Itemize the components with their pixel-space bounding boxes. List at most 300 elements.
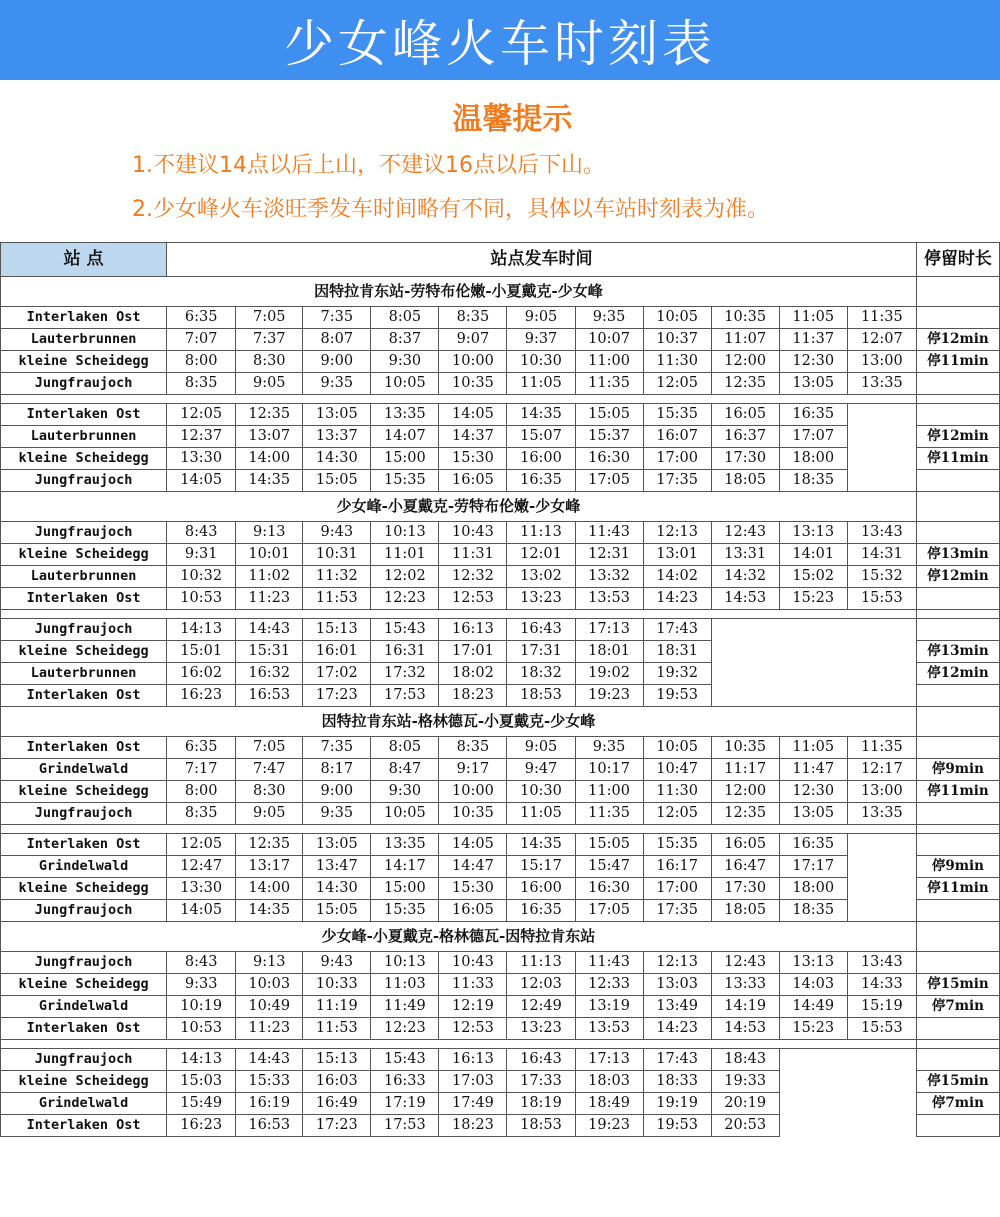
departure-time: 17:30	[711, 448, 779, 470]
table-row	[1, 974, 1000, 996]
departure-time: 11:03	[371, 974, 439, 996]
departure-time: 9:17	[439, 759, 507, 781]
departure-time: 8:30	[236, 781, 303, 803]
departure-time: 12:05	[167, 404, 236, 426]
tips-title: 温馨提示	[452, 102, 573, 137]
spacer-cell	[1, 825, 917, 834]
route-title: 少女峰-小夏戴克-劳特布伦嫩-少女峰	[1, 492, 917, 522]
departure-time: 11:53	[303, 588, 371, 610]
departure-time: 8:17	[303, 759, 371, 781]
departure-time: 14:05	[439, 834, 507, 856]
departure-time: 17:43	[643, 619, 711, 641]
header-dwell: 停留时长	[916, 243, 999, 277]
dwell-cell	[916, 707, 999, 737]
departure-time: 10:43	[439, 952, 507, 974]
departure-time: 15:19	[847, 996, 916, 1018]
station-name: kleine Scheidegg	[1, 974, 167, 996]
departure-time: 10:35	[439, 803, 507, 825]
departure-time: 8:00	[167, 781, 236, 803]
departure-time: 17:03	[439, 1071, 507, 1093]
departure-time: 15:43	[371, 1049, 439, 1071]
departure-time: 10:53	[167, 1018, 236, 1040]
departure-time: 7:05	[236, 307, 303, 329]
departure-time: 14:33	[847, 974, 916, 996]
dwell-time	[916, 1115, 999, 1137]
station-name: Grindelwald	[1, 759, 167, 781]
departure-time: 12:30	[779, 781, 847, 803]
departure-time: 13:35	[371, 834, 439, 856]
departure-time: 12:35	[711, 373, 779, 395]
departure-time: 15:17	[507, 856, 575, 878]
departure-time: 20:19	[711, 1093, 779, 1115]
departure-time: 10:31	[303, 544, 371, 566]
departure-time: 8:43	[167, 952, 236, 974]
dwell-cell	[916, 1040, 999, 1049]
departure-time: 13:33	[711, 974, 779, 996]
departure-time: 7:35	[303, 737, 371, 759]
departure-time: 18:05	[711, 900, 779, 922]
station-name: Jungfraujoch	[1, 952, 167, 974]
departure-time: 9:05	[507, 307, 575, 329]
departure-time: 17:49	[439, 1093, 507, 1115]
departure-time: 15:05	[303, 470, 371, 492]
departure-time: 14:00	[236, 448, 303, 470]
dwell-time: 停12min	[916, 329, 999, 351]
departure-time: 9:35	[575, 737, 643, 759]
departure-time: 15:05	[575, 404, 643, 426]
dwell-time: 停9min	[916, 759, 999, 781]
header-times: 站点发车时间	[167, 243, 917, 277]
departure-time: 13:35	[847, 373, 916, 395]
departure-time: 11:23	[236, 588, 303, 610]
table-row	[1, 1049, 1000, 1071]
dwell-time	[916, 900, 999, 922]
station-name: kleine Scheidegg	[1, 544, 167, 566]
departure-time: 9:30	[371, 781, 439, 803]
departure-time: 13:43	[847, 952, 916, 974]
departure-time: 16:35	[779, 834, 847, 856]
departure-time: 7:07	[167, 329, 236, 351]
departure-time: 18:23	[439, 1115, 507, 1137]
departure-time: 13:05	[303, 404, 371, 426]
departure-time: 11:30	[643, 351, 711, 373]
departure-time: 16:35	[507, 900, 575, 922]
departure-time: 6:35	[167, 737, 236, 759]
departure-time: 16:30	[575, 448, 643, 470]
departure-time: 15:35	[371, 900, 439, 922]
departure-time: 11:05	[507, 803, 575, 825]
departure-time: 11:07	[711, 329, 779, 351]
table-row	[1, 307, 1000, 329]
departure-time: 10:05	[643, 737, 711, 759]
dwell-cell	[916, 395, 999, 404]
departure-time: 16:02	[167, 663, 236, 685]
departure-time: 13:32	[575, 566, 643, 588]
departure-time: 9:43	[303, 522, 371, 544]
departure-time: 11:43	[575, 952, 643, 974]
departure-time: 8:37	[371, 329, 439, 351]
departure-time: 15:35	[371, 470, 439, 492]
station-name: kleine Scheidegg	[1, 781, 167, 803]
departure-time: 14:43	[236, 1049, 303, 1071]
route-title: 因特拉肯东站-格林德瓦-小夏戴克-少女峰	[1, 707, 917, 737]
departure-time: 10:05	[643, 307, 711, 329]
departure-time: 16:53	[236, 1115, 303, 1137]
departure-time: 15:53	[847, 588, 916, 610]
departure-time: 12:47	[167, 856, 236, 878]
departure-time: 15:31	[236, 641, 303, 663]
departure-time: 19:32	[643, 663, 711, 685]
dwell-time: 停12min	[916, 426, 999, 448]
departure-time: 8:07	[303, 329, 371, 351]
dwell-time	[916, 1018, 999, 1040]
departure-time: 10:35	[439, 373, 507, 395]
departure-time: 15:47	[575, 856, 643, 878]
page-banner	[0, 0, 1000, 80]
route-title-row	[1, 277, 1000, 307]
table-row	[1, 781, 1000, 803]
departure-time: 14:32	[711, 566, 779, 588]
departure-time: 9:35	[303, 373, 371, 395]
departure-time: 16:43	[507, 1049, 575, 1071]
spacer-row	[1, 395, 1000, 404]
departure-time: 14:13	[167, 1049, 236, 1071]
departure-time: 15:23	[779, 588, 847, 610]
departure-time: 8:05	[371, 737, 439, 759]
departure-time: 11:47	[779, 759, 847, 781]
departure-time: 18:35	[779, 470, 847, 492]
departure-time: 12:32	[439, 566, 507, 588]
station-name: Jungfraujoch	[1, 373, 167, 395]
departure-time: 11:05	[779, 307, 847, 329]
departure-time: 8:35	[167, 803, 236, 825]
departure-time: 12:03	[507, 974, 575, 996]
dwell-cell	[916, 922, 999, 952]
departure-time: 11:00	[575, 351, 643, 373]
departure-time: 14:00	[236, 878, 303, 900]
departure-time: 9:13	[236, 522, 303, 544]
table-row	[1, 566, 1000, 588]
departure-time: 14:17	[371, 856, 439, 878]
departure-time: 17:13	[575, 619, 643, 641]
departure-time: 17:31	[507, 641, 575, 663]
table-row	[1, 544, 1000, 566]
departure-time: 11:13	[507, 952, 575, 974]
departure-time: 12:01	[507, 544, 575, 566]
departure-time: 15:30	[439, 878, 507, 900]
departure-time: 14:05	[167, 900, 236, 922]
departure-time: 16:05	[711, 834, 779, 856]
departure-time: 18:02	[439, 663, 507, 685]
spacer-cell	[1, 610, 917, 619]
departure-time: 15:35	[643, 404, 711, 426]
dwell-time	[916, 803, 999, 825]
dwell-cell	[916, 277, 999, 307]
departure-time: 11:01	[371, 544, 439, 566]
departure-time: 11:32	[303, 566, 371, 588]
station-name: kleine Scheidegg	[1, 1071, 167, 1093]
departure-time: 12:43	[711, 522, 779, 544]
dwell-time	[916, 685, 999, 707]
departure-time: 17:17	[779, 856, 847, 878]
departure-time: 13:31	[711, 544, 779, 566]
departure-time: 17:02	[303, 663, 371, 685]
departure-time: 14:53	[711, 1018, 779, 1040]
station-name: Lauterbrunnen	[1, 663, 167, 685]
departure-time: 18:53	[507, 1115, 575, 1137]
station-name: Interlaken Ost	[1, 737, 167, 759]
departure-time: 7:05	[236, 737, 303, 759]
station-name: kleine Scheidegg	[1, 448, 167, 470]
departure-time: 16:03	[303, 1071, 371, 1093]
departure-time: 16:35	[779, 404, 847, 426]
departure-time: 14:23	[643, 1018, 711, 1040]
departure-time: 17:05	[575, 900, 643, 922]
departure-time: 18:33	[643, 1071, 711, 1093]
departure-time: 16:31	[371, 641, 439, 663]
departure-time: 9:31	[167, 544, 236, 566]
departure-time: 8:35	[439, 737, 507, 759]
departure-time: 16:17	[643, 856, 711, 878]
route-title: 少女峰-小夏戴克-格林德瓦-因特拉肯东站	[1, 922, 917, 952]
departure-time: 15:03	[167, 1071, 236, 1093]
departure-time: 9:05	[236, 373, 303, 395]
departure-time: 13:05	[779, 373, 847, 395]
header-station: 站 点	[1, 243, 167, 277]
route-title: 因特拉肯东站-劳特布伦嫩-小夏戴克-少女峰	[1, 277, 917, 307]
departure-time: 8:35	[167, 373, 236, 395]
departure-time: 13:01	[643, 544, 711, 566]
empty-cell	[779, 1049, 916, 1137]
departure-time: 13:30	[167, 878, 236, 900]
departure-time: 13:00	[847, 781, 916, 803]
departure-time: 11:02	[236, 566, 303, 588]
departure-time: 12:00	[711, 781, 779, 803]
departure-time: 16:30	[575, 878, 643, 900]
departure-time: 12:05	[643, 373, 711, 395]
empty-cell	[847, 834, 916, 922]
departure-time: 14:03	[779, 974, 847, 996]
departure-time: 15:00	[371, 448, 439, 470]
departure-time: 17:00	[643, 878, 711, 900]
dwell-time	[916, 619, 999, 641]
departure-time: 9:07	[439, 329, 507, 351]
departure-time: 15:05	[575, 834, 643, 856]
departure-time: 9:35	[575, 307, 643, 329]
station-name: Lauterbrunnen	[1, 426, 167, 448]
departure-time: 15:01	[167, 641, 236, 663]
departure-time: 13:43	[847, 522, 916, 544]
station-name: Jungfraujoch	[1, 1049, 167, 1071]
dwell-time	[916, 373, 999, 395]
departure-time: 11:23	[236, 1018, 303, 1040]
departure-time: 16:43	[507, 619, 575, 641]
departure-time: 9:00	[303, 351, 371, 373]
departure-time: 14:35	[236, 470, 303, 492]
route-title-row	[1, 492, 1000, 522]
departure-time: 14:23	[643, 588, 711, 610]
table-row	[1, 351, 1000, 373]
table-row	[1, 329, 1000, 351]
departure-time: 14:47	[439, 856, 507, 878]
station-name: kleine Scheidegg	[1, 641, 167, 663]
departure-time: 11:33	[439, 974, 507, 996]
departure-time: 19:23	[575, 1115, 643, 1137]
departure-time: 12:23	[371, 588, 439, 610]
departure-time: 14:35	[507, 404, 575, 426]
departure-time: 11:35	[847, 307, 916, 329]
departure-time: 13:35	[371, 404, 439, 426]
dwell-time	[916, 834, 999, 856]
departure-time: 16:49	[303, 1093, 371, 1115]
departure-time: 12:30	[779, 351, 847, 373]
dwell-cell	[916, 610, 999, 619]
departure-time: 13:53	[575, 588, 643, 610]
departure-time: 12:17	[847, 759, 916, 781]
dwell-time	[916, 522, 999, 544]
station-name: kleine Scheidegg	[1, 351, 167, 373]
departure-time: 17:43	[643, 1049, 711, 1071]
departure-time: 19:53	[643, 685, 711, 707]
departure-time: 16:05	[439, 470, 507, 492]
departure-time: 8:05	[371, 307, 439, 329]
departure-time: 10:35	[711, 737, 779, 759]
departure-time: 12:23	[371, 1018, 439, 1040]
departure-time: 18:00	[779, 878, 847, 900]
departure-time: 16:35	[507, 470, 575, 492]
departure-time: 15:49	[167, 1093, 236, 1115]
departure-time: 11:35	[575, 803, 643, 825]
dwell-time	[916, 307, 999, 329]
departure-time: 18:31	[643, 641, 711, 663]
departure-time: 11:43	[575, 522, 643, 544]
departure-time: 12:05	[643, 803, 711, 825]
departure-time: 10:00	[439, 781, 507, 803]
departure-time: 10:33	[303, 974, 371, 996]
station-name: Interlaken Ost	[1, 685, 167, 707]
departure-time: 13:23	[507, 588, 575, 610]
dwell-time: 停11min	[916, 781, 999, 803]
dwell-time: 停15min	[916, 974, 999, 996]
departure-time: 17:19	[371, 1093, 439, 1115]
departure-time: 12:13	[643, 952, 711, 974]
tip-line-1: 1.不建议14点以后上山，不建议16点以后下山。	[132, 153, 605, 178]
departure-time: 10:05	[371, 373, 439, 395]
departure-time: 12:37	[167, 426, 236, 448]
departure-time: 14:05	[167, 470, 236, 492]
dwell-cell	[916, 492, 999, 522]
spacer-cell	[1, 395, 917, 404]
departure-time: 13:37	[303, 426, 371, 448]
departure-time: 18:32	[507, 663, 575, 685]
departure-time: 17:53	[371, 685, 439, 707]
table-row	[1, 737, 1000, 759]
dwell-time: 停9min	[916, 856, 999, 878]
departure-time: 14:35	[236, 900, 303, 922]
departure-time: 8:00	[167, 351, 236, 373]
dwell-time: 停12min	[916, 663, 999, 685]
departure-time: 14:19	[711, 996, 779, 1018]
departure-time: 11:30	[643, 781, 711, 803]
departure-time: 19:19	[643, 1093, 711, 1115]
table-row	[1, 588, 1000, 610]
departure-time: 13:23	[507, 1018, 575, 1040]
departure-time: 10:49	[236, 996, 303, 1018]
table-row	[1, 619, 1000, 641]
departure-time: 9:05	[236, 803, 303, 825]
departure-time: 14:35	[507, 834, 575, 856]
departure-time: 15:37	[575, 426, 643, 448]
departure-time: 9:05	[507, 737, 575, 759]
departure-time: 8:43	[167, 522, 236, 544]
spacer-row	[1, 610, 1000, 619]
dwell-time	[916, 737, 999, 759]
table-row	[1, 759, 1000, 781]
departure-time: 9:43	[303, 952, 371, 974]
departure-time: 13:05	[303, 834, 371, 856]
departure-time: 14:31	[847, 544, 916, 566]
station-name: Jungfraujoch	[1, 900, 167, 922]
departure-time: 12:13	[643, 522, 711, 544]
station-name: Interlaken Ost	[1, 588, 167, 610]
departure-time: 18:43	[711, 1049, 779, 1071]
departure-time: 15:07	[507, 426, 575, 448]
departure-time: 7:37	[236, 329, 303, 351]
dwell-time: 停7min	[916, 996, 999, 1018]
departure-time: 16:47	[711, 856, 779, 878]
departure-time: 12:05	[167, 834, 236, 856]
departure-time: 11:31	[439, 544, 507, 566]
dwell-time: 停12min	[916, 566, 999, 588]
departure-time: 14:30	[303, 448, 371, 470]
departure-time: 16:00	[507, 448, 575, 470]
departure-time: 11:49	[371, 996, 439, 1018]
dwell-time: 停13min	[916, 544, 999, 566]
dwell-cell	[916, 825, 999, 834]
departure-time: 10:07	[575, 329, 643, 351]
departure-time: 15:13	[303, 619, 371, 641]
station-name: Grindelwald	[1, 1093, 167, 1115]
departure-time: 18:23	[439, 685, 507, 707]
departure-time: 17:23	[303, 1115, 371, 1137]
station-name: Interlaken Ost	[1, 404, 167, 426]
table-header-row	[1, 243, 1000, 277]
departure-time: 19:23	[575, 685, 643, 707]
departure-time: 13:05	[779, 803, 847, 825]
departure-time: 11:13	[507, 522, 575, 544]
departure-time: 12:19	[439, 996, 507, 1018]
departure-time: 10:53	[167, 588, 236, 610]
departure-time: 9:37	[507, 329, 575, 351]
departure-time: 10:17	[575, 759, 643, 781]
departure-time: 13:49	[643, 996, 711, 1018]
departure-time: 16:05	[439, 900, 507, 922]
departure-time: 12:31	[575, 544, 643, 566]
departure-time: 16:33	[371, 1071, 439, 1093]
departure-time: 12:00	[711, 351, 779, 373]
table-row	[1, 373, 1000, 395]
departure-time: 18:05	[711, 470, 779, 492]
departure-time: 9:35	[303, 803, 371, 825]
station-name: Grindelwald	[1, 856, 167, 878]
departure-time: 15:35	[643, 834, 711, 856]
departure-time: 17:05	[575, 470, 643, 492]
station-name: Lauterbrunnen	[1, 329, 167, 351]
departure-time: 10:30	[507, 351, 575, 373]
dwell-time: 停11min	[916, 448, 999, 470]
departure-time: 12:43	[711, 952, 779, 974]
departure-time: 18:03	[575, 1071, 643, 1093]
